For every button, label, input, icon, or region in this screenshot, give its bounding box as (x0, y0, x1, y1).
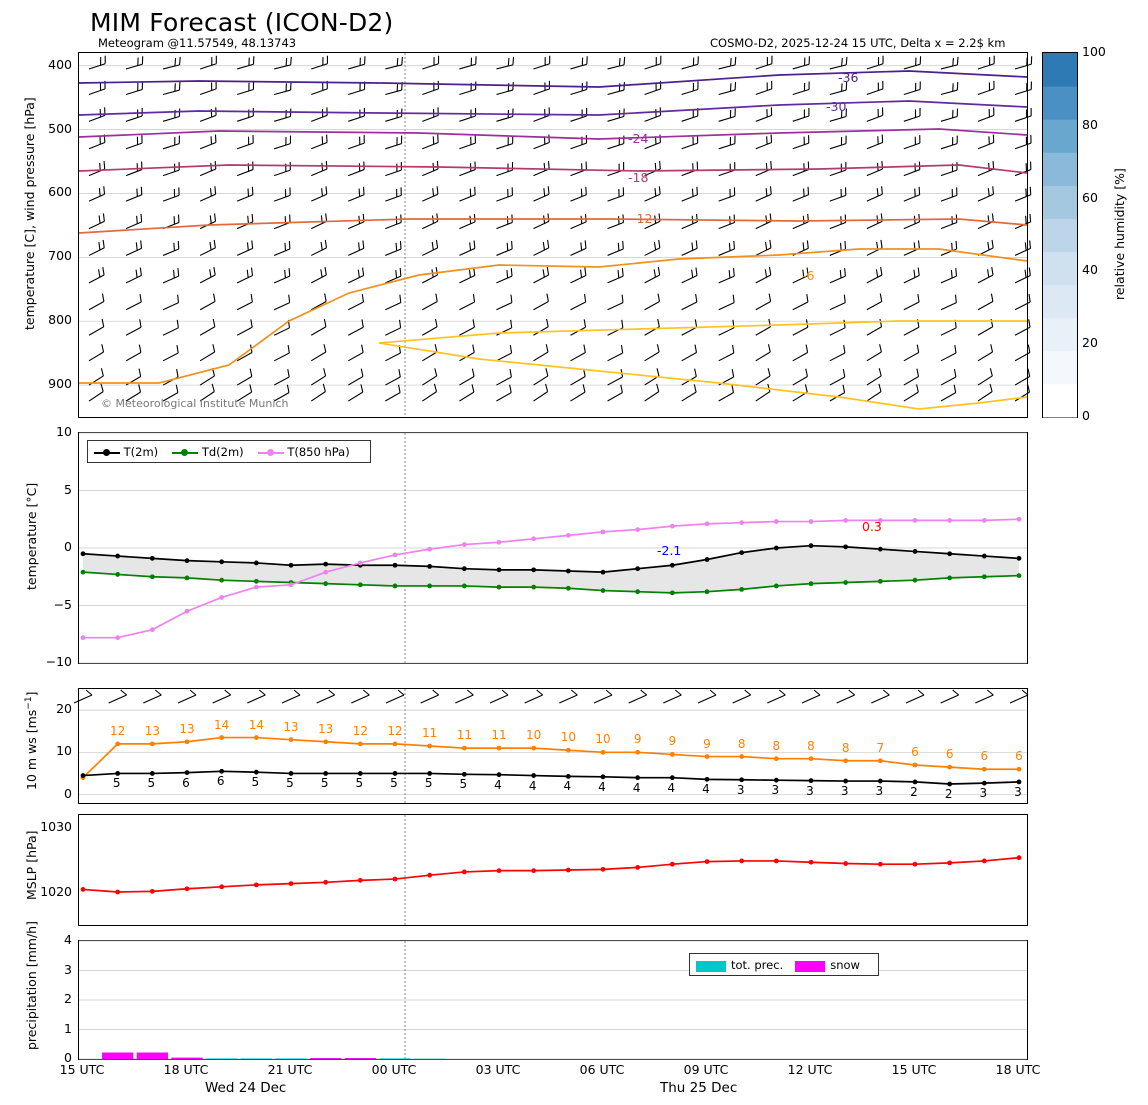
precipitation-panel (78, 940, 1028, 1060)
wind-label-17: 4 (667, 780, 676, 795)
wind-label-22: 3 (840, 784, 849, 799)
wind-label-12: 4 (494, 777, 502, 792)
wind-label-2: 5 (147, 776, 156, 791)
gust-label-19: 8 (737, 736, 746, 751)
wind-label-6: 5 (286, 776, 294, 791)
x-tick-4: 03 UTC (475, 1062, 521, 1077)
surface-temperature-panel (78, 432, 1028, 664)
p1-tick-900: 900 (48, 376, 72, 392)
wind-label-5: 5 (251, 775, 260, 790)
wind-label-11: 5 (459, 777, 468, 792)
legend-item-Td(2m): Td(2m) (172, 444, 243, 459)
gust-label-8: 12 (352, 723, 368, 738)
x-tick-7: 12 UTC (787, 1062, 833, 1077)
wind-label-3: 6 (182, 775, 190, 790)
p1-tick-800: 800 (48, 312, 72, 328)
wind-label-23: 3 (875, 784, 884, 799)
p2-tick-5: 5 (64, 481, 72, 497)
page-title: MIM Forecast (ICON-D2) (90, 8, 394, 37)
p1-tick-700: 700 (48, 248, 72, 264)
x-tick-9: 18 UTC (995, 1062, 1041, 1077)
upper-air-panel (78, 52, 1028, 418)
gust-label-1: 12 (110, 723, 126, 738)
gust-label-3: 13 (179, 721, 195, 736)
gust-label-11: 11 (456, 728, 472, 743)
wind-label-19: 3 (736, 782, 745, 797)
cbar-tick-80: 80 (1082, 116, 1098, 132)
x-tick-1: 18 UTC (163, 1062, 209, 1077)
gust-label-16: 9 (633, 732, 642, 747)
gust-label-7: 13 (318, 721, 334, 736)
day-label-1: Wed 24 Dec (205, 1080, 287, 1096)
isotherm-label--36: -36 (838, 70, 859, 85)
gust-label-27: 6 (1015, 749, 1023, 764)
p5-tick-0: 0 (64, 1050, 72, 1065)
precipitation-legend (689, 953, 879, 976)
legend-item-snow: snow (795, 957, 860, 972)
cbar-tick-0: 0 (1082, 408, 1090, 423)
gust-label-5: 14 (248, 717, 264, 732)
gust-label-25: 6 (945, 747, 954, 762)
gust-label-21: 8 (807, 738, 815, 753)
x-tick-5: 06 UTC (579, 1062, 625, 1077)
cbar-tick-100: 100 (1082, 44, 1106, 59)
p3-y-axis-label: 10 m ws $[ms^{-1}]$ (24, 691, 40, 790)
gust-label-12: 11 (491, 728, 507, 743)
gust-label-17: 9 (668, 734, 677, 749)
p1-tick-400: 400 (48, 56, 72, 72)
gust-label-9: 12 (387, 723, 403, 738)
legend-item-tot. prec.: tot. prec. (696, 957, 783, 972)
isotherm-label--18: -18 (628, 170, 649, 185)
gust-label-20: 8 (772, 738, 781, 753)
gust-label-14: 10 (560, 730, 576, 745)
p3-tick-10: 10 (56, 743, 72, 759)
p5-tick-1: 1 (64, 1020, 72, 1036)
humidity-colorbar (1042, 52, 1078, 418)
gust-label-4: 14 (214, 717, 230, 732)
gust-label-15: 10 (595, 732, 611, 747)
wind-label-7: 5 (320, 776, 329, 791)
wind-label-18: 4 (702, 782, 710, 797)
wind-label-10: 5 (424, 776, 433, 791)
wind-label-8: 5 (355, 776, 364, 791)
wind-label-15: 4 (598, 779, 606, 794)
cbar-tick-40: 40 (1082, 262, 1098, 278)
gust-label-26: 6 (980, 749, 989, 764)
wind-label-21: 3 (806, 783, 814, 798)
wind-label-20: 3 (771, 783, 780, 798)
p2-tick-0: 0 (64, 539, 72, 554)
wind-label-1: 5 (112, 776, 121, 791)
p3-tick-0: 0 (64, 785, 72, 801)
x-tick-2: 21 UTC (267, 1062, 313, 1077)
x-tick-0: 15 UTC (59, 1062, 105, 1077)
gust-label-6: 13 (283, 719, 299, 734)
cbar-tick-60: 60 (1082, 189, 1098, 205)
wind-label-25: 2 (944, 787, 953, 801)
location-subtitle: Meteogram @11.57549, 48.13743 (98, 36, 297, 50)
wind-label-9: 5 (390, 776, 398, 791)
upper-air-plot (79, 53, 1027, 417)
isotherm-label--30: -30 (826, 99, 847, 114)
wind-label-27: 3 (1014, 784, 1022, 799)
p5-tick-2: 2 (64, 991, 72, 1006)
temp-annotation--2.1: -2.1 (657, 543, 682, 558)
p1-y-axis-label: temperature [C], wind pressure [hPa] (22, 97, 37, 330)
model-subtitle: COSMO-D2, 2025-12-24 15 UTC, Delta x = 2.2$ km (710, 36, 1006, 50)
legend-item-T(850 hPa): T(850 hPa) (258, 444, 350, 459)
p3-tick-20: 20 (56, 701, 72, 717)
p5-tick-3: 3 (64, 961, 72, 977)
temperature-plot (79, 433, 1027, 663)
mslp-plot (79, 815, 1027, 925)
gust-label-2: 13 (144, 723, 160, 738)
legend-item-T(2m): T(2m) (94, 444, 158, 459)
gust-label-22: 8 (841, 740, 850, 755)
wind-label-26: 3 (979, 786, 988, 801)
wind-label-16: 4 (632, 780, 641, 795)
temperature-legend (87, 440, 371, 463)
copyright-notice: © Meteorological Institute Munich (101, 397, 289, 410)
mslp-panel (78, 814, 1028, 926)
p2-tick-10: 10 (56, 424, 72, 439)
gust-label-18: 9 (703, 736, 711, 751)
p2-tick--10: −10 (45, 654, 72, 669)
wind-label-14: 4 (563, 779, 572, 794)
x-tick-6: 09 UTC (683, 1062, 729, 1077)
isotherm-label--24: -24 (628, 131, 649, 146)
p5-y-axis-label: precipitation [mm/h] (24, 921, 39, 1050)
cbar-tick-20: 20 (1082, 335, 1098, 351)
p4-y-axis-label: MSLP [hPa] (24, 830, 39, 900)
gust-label-24: 6 (911, 745, 919, 759)
precipitation-plot (79, 941, 1027, 1059)
p1-tick-600: 600 (48, 184, 72, 200)
p4-tick-1030: 1030 (40, 818, 72, 834)
x-tick-8: 15 UTC (891, 1062, 937, 1077)
gust-label-10: 11 (422, 726, 438, 740)
p2-tick--5: −5 (53, 596, 72, 612)
gust-label-13: 10 (526, 728, 542, 743)
x-tick-3: 00 UTC (371, 1062, 417, 1077)
wind-label-24: 2 (910, 784, 918, 799)
isotherm-label--12: -12 (632, 211, 653, 226)
wind-label-13: 4 (528, 778, 537, 793)
gust-label-23: 7 (876, 740, 885, 755)
day-label-2: Thu 25 Dec (660, 1080, 738, 1096)
colorbar-label: relative humidity [%] (1112, 168, 1127, 300)
wind-label-4: 6 (216, 774, 225, 789)
p5-tick-4: 4 (64, 932, 72, 947)
p4-tick-1020: 1020 (40, 883, 72, 899)
isotherm-label--6: -6 (802, 268, 815, 283)
temp-annotation-0.3: 0.3 (862, 519, 882, 534)
p2-y-axis-label: temperature [°C] (24, 482, 39, 590)
p1-tick-500: 500 (48, 120, 72, 136)
